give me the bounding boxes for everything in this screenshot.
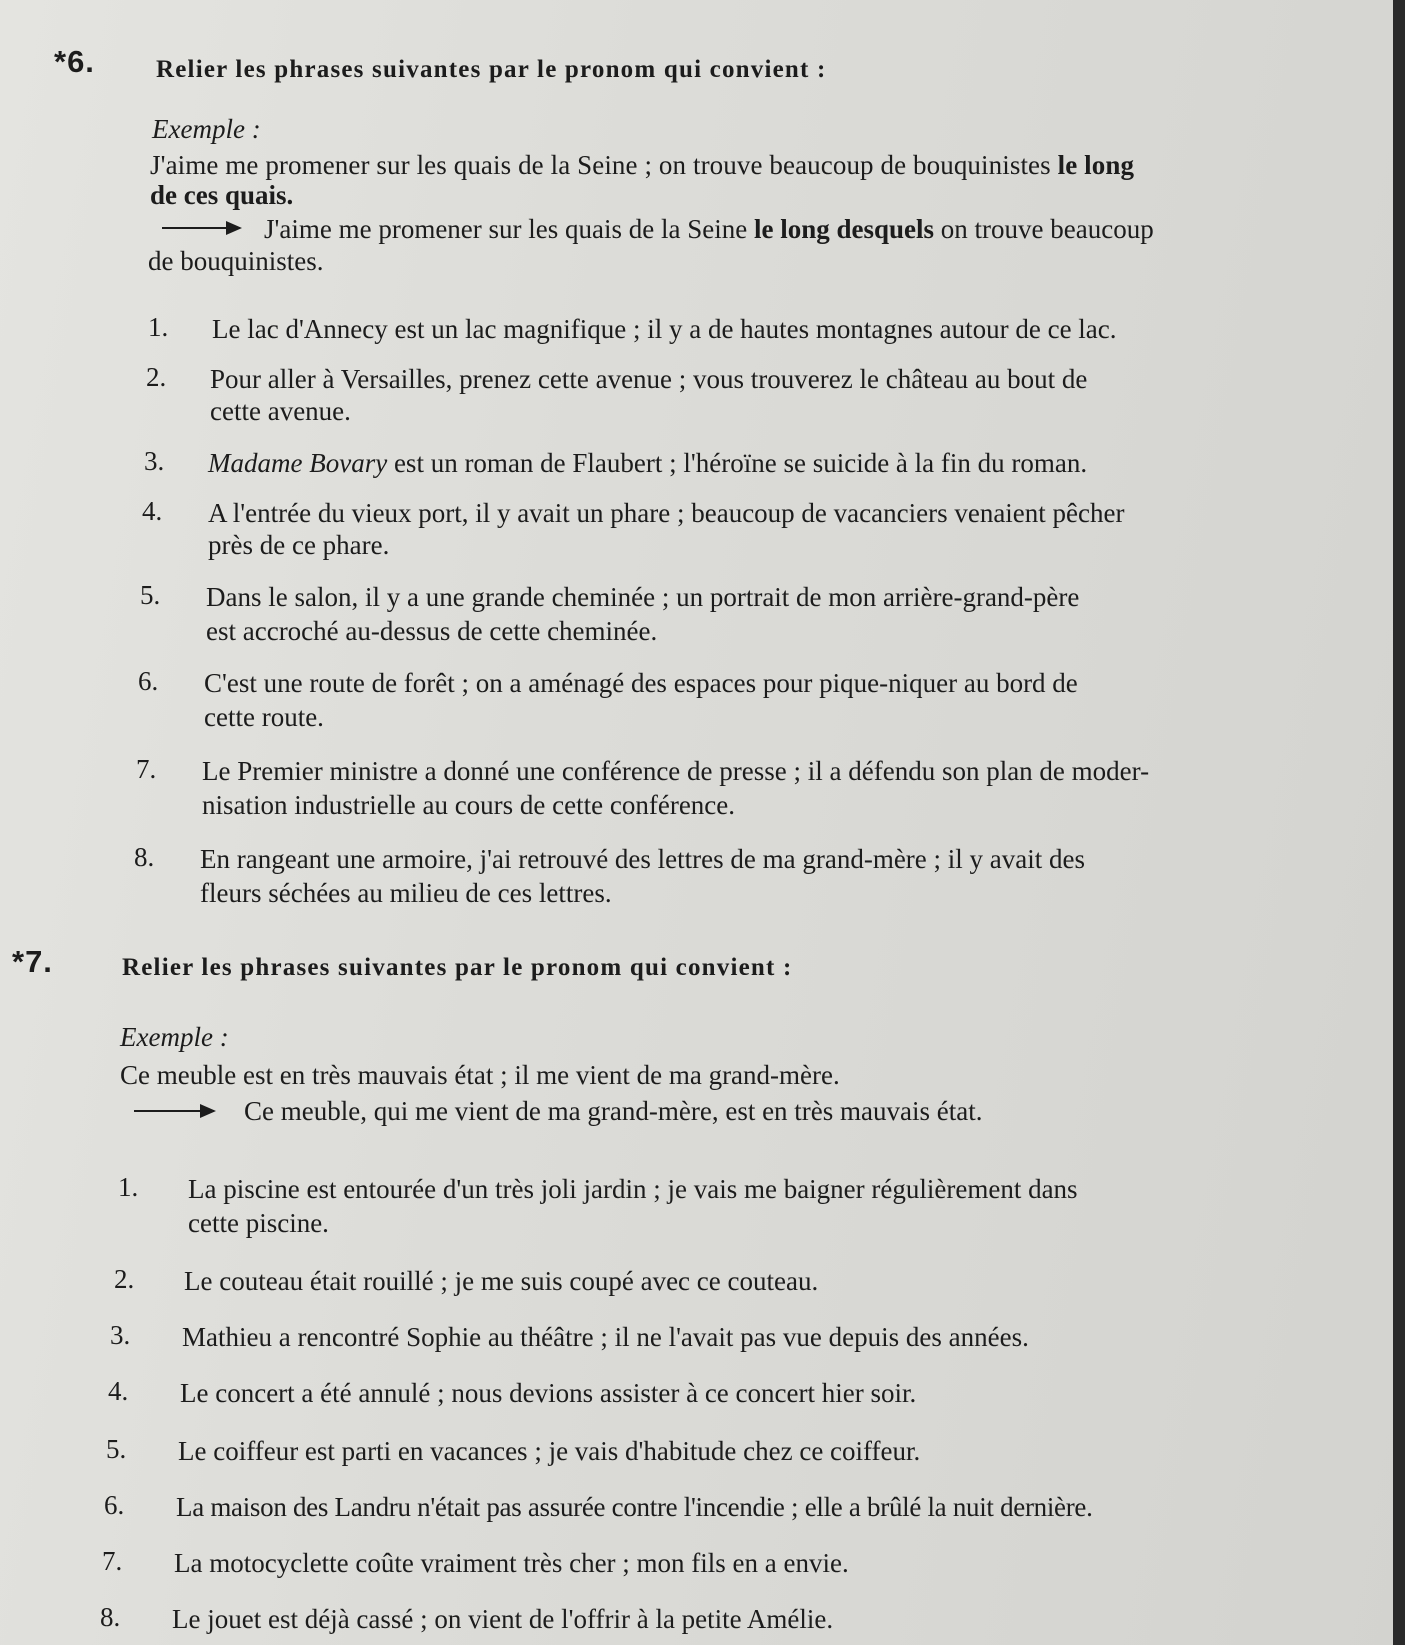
ex7-item-2-text: Le couteau était rouillé ; je me suis coupé avec ce couteau. bbox=[184, 1266, 819, 1296]
ex7-item-4-text: Le concert a été annulé ; nous devions assister à ce concert hier soir. bbox=[180, 1378, 917, 1408]
ex7-item-6-text: La maison des Landru n'était pas assurée contre l'incendie ; elle a brûlé la nuit dernière. bbox=[176, 1492, 1093, 1522]
ex6-item-7-number: 7. bbox=[136, 754, 157, 784]
ex6-item-8-number: 8. bbox=[134, 842, 155, 872]
ex6-item-2-text-1: Pour aller à Versailles, prenez cette avenue ; vous trouverez le château au bout de bbox=[210, 364, 1088, 394]
ex7-item-4-number: 4. bbox=[108, 1376, 129, 1406]
exercise-6-example-result-line2: de bouquinistes. bbox=[148, 246, 324, 276]
ex6-item-5-number: 5. bbox=[140, 580, 161, 610]
ex7-item-5-number: 5. bbox=[106, 1434, 127, 1464]
ex6-item-4-text-2: près de ce phare. bbox=[208, 530, 390, 560]
exercise-7-example-label: Exemple : bbox=[120, 1022, 229, 1052]
ex7-item-7-text: La motocyclette coûte vraiment très cher ; mon fils en a envie. bbox=[174, 1548, 849, 1578]
ex6-item-6-number: 6. bbox=[138, 666, 159, 696]
ex7-item-3-text: Mathieu a rencontré Sophie au théâtre ; il ne l'avait pas vue depuis des années. bbox=[182, 1322, 1029, 1352]
ex7-item-1-text-2: cette piscine. bbox=[188, 1208, 329, 1238]
ex6-item-6-text-1: C'est une route de forêt ; on a aménagé des espaces pour pique-niquer au bord de bbox=[204, 668, 1078, 698]
ex7-item-7-number: 7. bbox=[102, 1546, 123, 1576]
exercise-6-example-label: Exemple : bbox=[152, 114, 261, 144]
ex7-item-1-number: 1. bbox=[118, 1172, 139, 1202]
ex6-item-2-text-2: cette avenue. bbox=[210, 396, 351, 426]
ex6-item-1-text: Le lac d'Annecy est un lac magnifique ; il y a de hautes montagnes autour de ce lac. bbox=[212, 314, 1117, 344]
exercise-6-title: Relier les phrases suivantes par le pronom qui convient : bbox=[156, 56, 827, 83]
ex6-item-4-text-1: A l'entrée du vieux port, il y avait un phare ; beaucoup de vacanciers venaient pêcher bbox=[208, 498, 1125, 528]
exercise-6-example-result: J'aime me promener sur les quais de la Seine le long desquels on trouve beaucoup bbox=[264, 214, 1154, 244]
ex7-item-1-text-1: La piscine est entourée d'un très joli jardin ; je vais me baigner régulièrement dans bbox=[188, 1174, 1078, 1204]
exercise-7-example-line1: Ce meuble est en très mauvais état ; il me vient de ma grand-mère. bbox=[120, 1060, 840, 1090]
ex6-item-7-text-2: nisation industrielle au cours de cette conférence. bbox=[202, 790, 736, 820]
arrow-icon bbox=[162, 227, 240, 229]
arrow-icon bbox=[134, 1110, 214, 1112]
ex7-item-2-number: 2. bbox=[114, 1264, 135, 1294]
ex6-item-8-text-1: En rangeant une armoire, j'ai retrouvé des lettres de ma grand-mère ; il y avait des bbox=[200, 844, 1086, 874]
ex6-item-2-number: 2. bbox=[146, 362, 167, 392]
exercise-6-example-line1: J'aime me promener sur les quais de la Seine ; on trouve beaucoup de bouquinistes le long bbox=[150, 150, 1135, 180]
exercise-6-number: *6. bbox=[54, 44, 95, 79]
exercise-7-number: *7. bbox=[12, 944, 53, 979]
exercise-7-example-result: Ce meuble, qui me vient de ma grand-mère, est en très mauvais état. bbox=[244, 1096, 983, 1126]
ex6-item-6-text-2: cette route. bbox=[204, 702, 324, 732]
ex6-item-5-text-1: Dans le salon, il y a une grande cheminée ; un portrait de mon arrière-grand-père bbox=[206, 582, 1080, 612]
ex6-item-1-number: 1. bbox=[148, 312, 169, 342]
ex6-item-8-text-2: fleurs séchées au milieu de ces lettres. bbox=[200, 878, 612, 908]
ex7-item-3-number: 3. bbox=[110, 1320, 131, 1350]
ex6-item-7-text-1: Le Premier ministre a donné une conférence de presse ; il a défendu son plan de moder- bbox=[202, 756, 1150, 786]
ex6-item-4-number: 4. bbox=[142, 496, 163, 526]
ex6-item-3-text: Madame Bovary est un roman de Flaubert ; l'héroïne se suicide à la fin du roman. bbox=[208, 448, 1088, 478]
ex7-item-8-text: Le jouet est déjà cassé ; on vient de l'offrir à la petite Amélie. bbox=[172, 1604, 834, 1634]
ex7-item-5-text: Le coiffeur est parti en vacances ; je vais d'habitude chez ce coiffeur. bbox=[178, 1436, 921, 1466]
exercise-7-title: Relier les phrases suivantes par le pronom qui convient : bbox=[122, 954, 793, 981]
ex7-item-6-number: 6. bbox=[104, 1490, 125, 1520]
exercise-6-example-line2: de ces quais. bbox=[150, 180, 294, 210]
ex6-item-5-text-2: est accroché au-dessus de cette cheminée. bbox=[206, 616, 658, 646]
ex6-item-3-number: 3. bbox=[144, 446, 165, 476]
ex7-item-8-number: 8. bbox=[100, 1602, 121, 1632]
page-edge bbox=[1393, 0, 1405, 1645]
